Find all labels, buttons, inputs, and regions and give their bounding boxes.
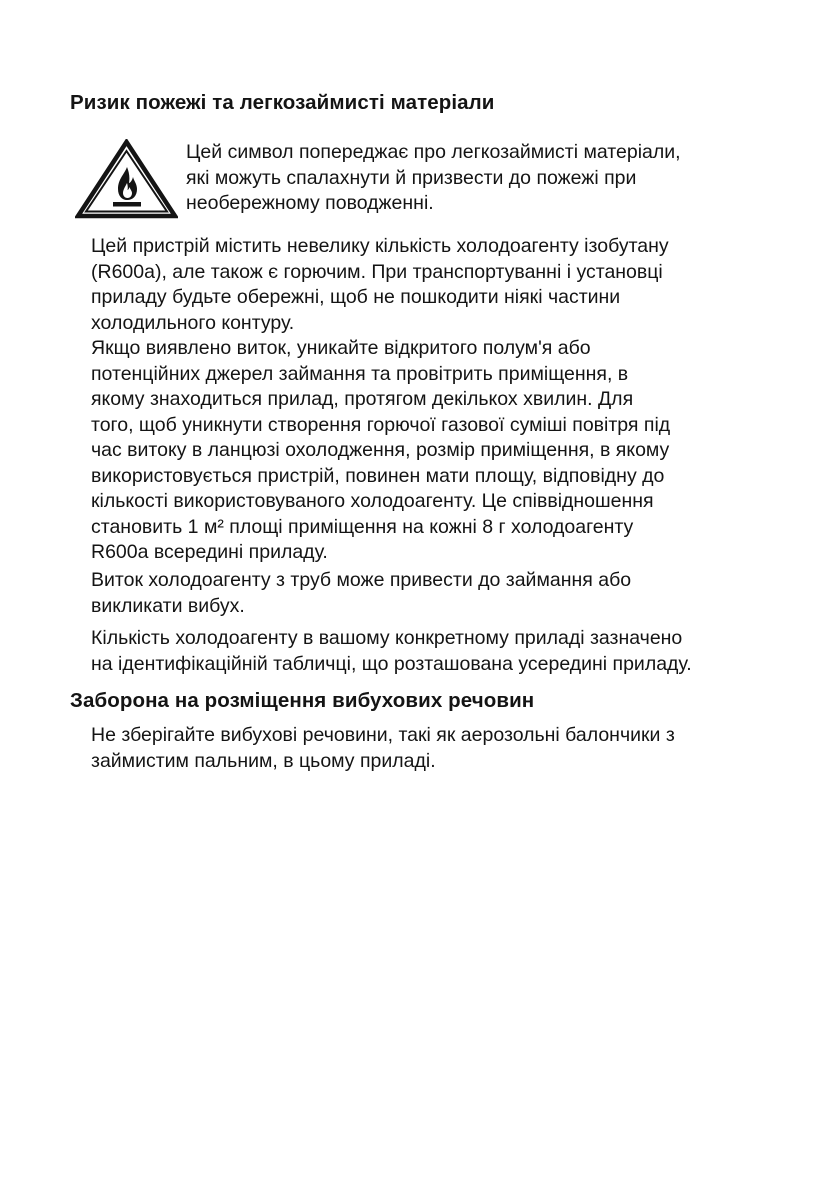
paragraph-line: Якщо виявлено виток, уникайте відкритого полум'я або	[91, 337, 591, 359]
paragraph-line: R600a всередині приладу.	[91, 541, 328, 563]
section-heading-explosives: Заборона на розміщення вибухових речовин	[70, 689, 535, 712]
paragraph-line: Кількість холодоагенту в вашому конкретному приладі зазначено	[91, 627, 683, 649]
paragraph-line: кількості використовуваного холодоагенту. Це співвідношення	[91, 490, 654, 512]
symbol-description-line: необережному поводженні.	[186, 192, 434, 214]
symbol-description	[186, 140, 681, 217]
symbol-description-line: які можуть спалахнути й призвести до пожежі при	[186, 166, 637, 189]
leak-instructions-paragraph	[91, 336, 670, 566]
paragraph-line: викликати вибух.	[91, 594, 245, 617]
paragraph-line: час витоку в ланцюзі охолодження, розмір приміщення, в якому	[91, 439, 670, 461]
paragraph-line: займистим пальним, в цьому приладі.	[91, 749, 436, 772]
paragraph-line: Виток холодоагенту з труб може привести до займання або	[91, 569, 632, 591]
paragraph-line: використовується пристрій, повинен мати площу, відповідну до	[91, 464, 665, 487]
paragraph-line: (R600a), але також є горючим. При транспортуванні і установці	[91, 260, 663, 283]
paragraph-line: холодильного контуру.	[91, 311, 295, 334]
flammable-warning-icon	[75, 139, 178, 219]
symbol-description-line: Цей символ попереджає про легкозаймисті матеріали,	[186, 141, 681, 163]
paragraph-line: приладу будьте обережні, щоб не пошкодити ніякі частини	[91, 286, 621, 308]
paragraph-line: потенційних джерел займання та провітрить приміщення, в	[91, 362, 629, 385]
refrigerant-info-paragraph	[91, 234, 669, 336]
refrigerant-quantity-paragraph	[91, 626, 692, 677]
paragraph-line: становить 1 м² площі приміщення на кожні 8 г холодоагенту	[91, 515, 634, 538]
explosives-paragraph	[91, 723, 675, 774]
paragraph-line: якому знаходиться прилад, протягом декількох хвилин. Для	[91, 388, 634, 410]
paragraph-line: Не зберігайте вибухові речовини, такі як аерозольні балончики з	[91, 724, 675, 746]
section-heading-fire-risk: Ризик пожежі та легкозаймисті матеріали	[70, 91, 495, 114]
paragraph-line: на ідентифікаційній табличці, що розташована усередині приладу.	[91, 652, 692, 675]
paragraph-line: того, щоб уникнути створення горючої газової суміші повітря під	[91, 413, 671, 436]
paragraph-line: Цей пристрій містить невелику кількість холодоагенту ізобутану	[91, 235, 669, 257]
leak-explosion-paragraph	[91, 568, 631, 619]
